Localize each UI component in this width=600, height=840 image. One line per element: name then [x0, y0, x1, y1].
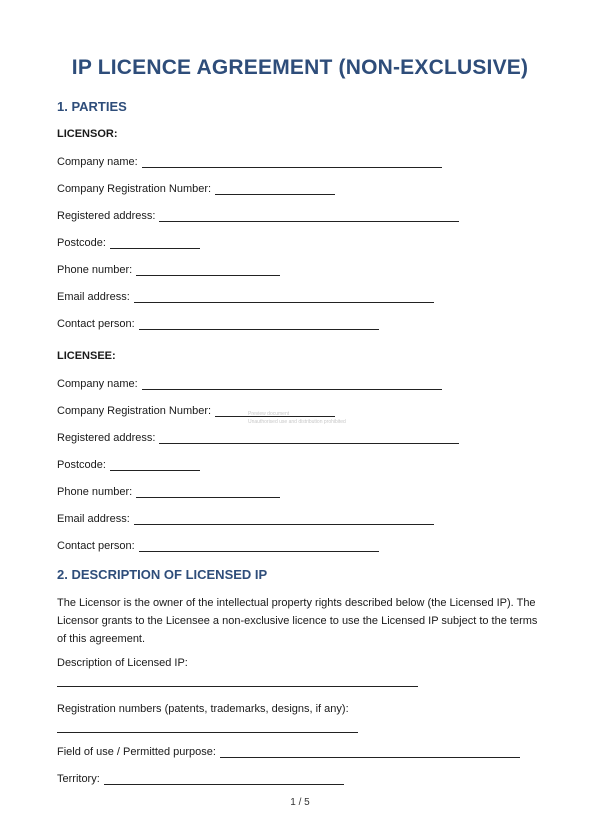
- fill-line[interactable]: [215, 182, 335, 195]
- page-number: 1 / 5: [290, 797, 310, 808]
- field-label: Field of use / Permitted purpose:: [57, 746, 216, 758]
- licence-grant-paragraph: The Licensor is the owner of the intellectual property rights described below (the Licensed IP). The Licensor grants to the Licensee a non-exclusive licence to use the Licensed IP subject to the terms of this agreement.: [57, 597, 538, 645]
- licensor-email-field[interactable]: [57, 290, 434, 303]
- field-label: Company Registration Number:: [57, 405, 212, 417]
- fill-line[interactable]: [139, 317, 379, 330]
- field-label: Phone number:: [57, 486, 133, 498]
- licensee-company-name-field[interactable]: [57, 377, 442, 390]
- fill-line[interactable]: [110, 458, 200, 471]
- field-label: Postcode:: [57, 237, 106, 249]
- fill-line[interactable]: [110, 236, 200, 249]
- registration-numbers-label: Registration numbers (patents, trademarks, designs, if any):: [57, 703, 349, 715]
- fill-line[interactable]: [134, 290, 434, 303]
- fill-line[interactable]: [159, 209, 459, 222]
- territory-field[interactable]: [57, 772, 344, 785]
- licensee-company-reg-field[interactable]: [57, 404, 335, 417]
- field-label: Company Registration Number:: [57, 183, 212, 195]
- section-heading-licensed-ip: 2. DESCRIPTION OF LICENSED IP: [57, 567, 268, 582]
- description-label: Description of Licensed IP:: [57, 657, 188, 669]
- licensor-phone-field[interactable]: [57, 263, 280, 276]
- licensee-postcode-field[interactable]: [57, 458, 200, 471]
- field-label: Email address:: [57, 513, 130, 525]
- licensor-contact-field[interactable]: [57, 317, 379, 330]
- fill-line[interactable]: [134, 512, 434, 525]
- fill-line[interactable]: [220, 745, 520, 758]
- document-title: IP LICENCE AGREEMENT (NON-EXCLUSIVE): [71, 56, 529, 79]
- licensor-registered-address-field[interactable]: [57, 209, 459, 222]
- field-label: Contact person:: [57, 318, 135, 330]
- fill-line[interactable]: [142, 377, 442, 390]
- field-label: Contact person:: [57, 540, 135, 552]
- licensor-postcode-field[interactable]: [57, 236, 200, 249]
- licensee-email-field[interactable]: [57, 512, 434, 525]
- field-label: Email address:: [57, 291, 130, 303]
- field-label: Phone number:: [57, 264, 133, 276]
- licensor-label: LICENSOR:: [57, 128, 118, 140]
- field-label: Postcode:: [57, 459, 106, 471]
- registration-fill-line[interactable]: [57, 732, 358, 733]
- fill-line[interactable]: [159, 431, 459, 444]
- licensor-company-reg-field[interactable]: [57, 182, 335, 195]
- field-label: Registered address:: [57, 432, 156, 444]
- field-label: Company name:: [57, 378, 138, 390]
- licensee-phone-field[interactable]: [57, 485, 280, 498]
- fill-line[interactable]: [136, 485, 280, 498]
- field-label: Company name:: [57, 156, 138, 168]
- field-of-use-field[interactable]: [57, 745, 520, 758]
- section-heading-parties: 1. PARTIES: [57, 99, 127, 114]
- fill-line[interactable]: [136, 263, 280, 276]
- fill-line[interactable]: [142, 155, 442, 168]
- description-fill-line[interactable]: [57, 686, 418, 687]
- licensee-registered-address-field[interactable]: [57, 431, 459, 444]
- licensor-company-name-field[interactable]: [57, 155, 442, 168]
- licensee-label: LICENSEE:: [57, 350, 116, 362]
- fill-line[interactable]: [139, 539, 379, 552]
- watermark-line-2: Unauthorised use and distribution prohibited: [248, 419, 346, 425]
- field-label: Territory:: [57, 773, 100, 785]
- field-label: Registered address:: [57, 210, 156, 222]
- fill-line[interactable]: [104, 772, 344, 785]
- licensee-contact-field[interactable]: [57, 539, 379, 552]
- watermark-line-1: Preview document: [248, 411, 290, 417]
